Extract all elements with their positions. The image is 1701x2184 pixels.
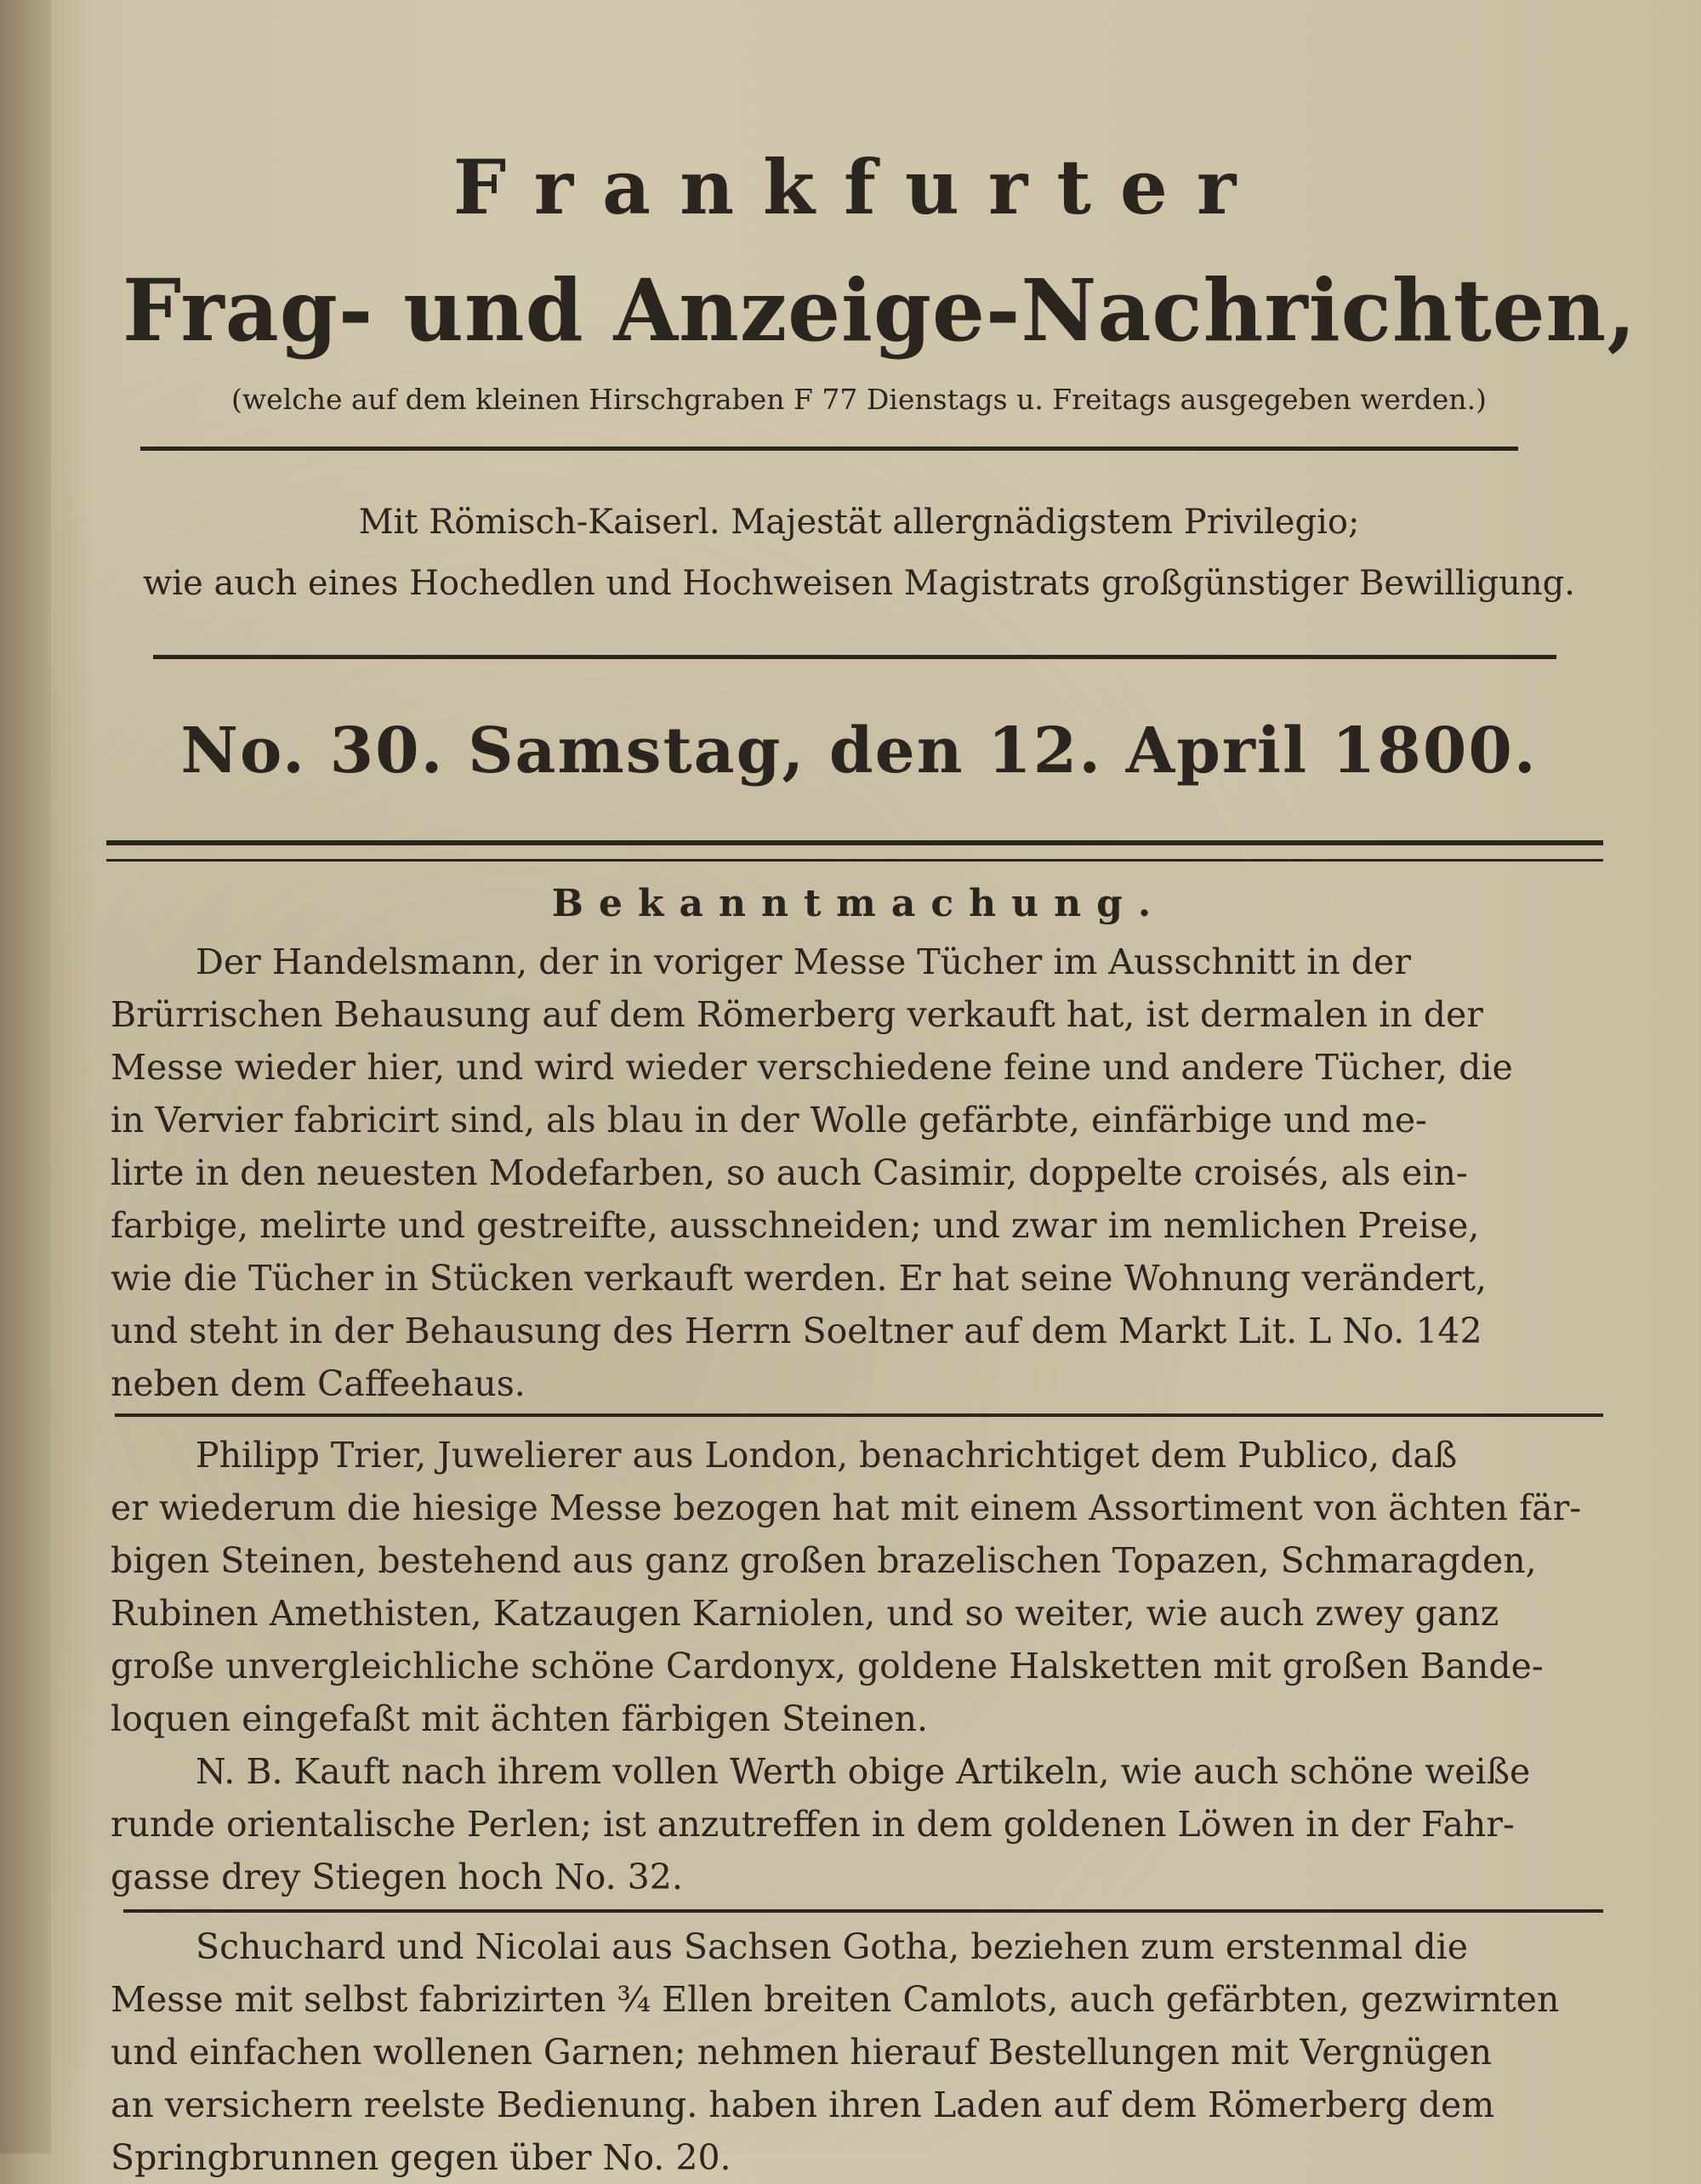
masthead-title-line1: Frankfurter xyxy=(452,143,1266,231)
divider-rule xyxy=(153,655,1556,659)
double-rule-top xyxy=(106,840,1603,845)
text-line-box xyxy=(111,1587,1607,1640)
text-line: wie die Tücher in Stücken verkauft werden. Er hat seine Wohnung verändert, xyxy=(111,1258,1488,1299)
double-rule-bottom xyxy=(106,859,1603,862)
text-line-box xyxy=(111,1745,1607,1798)
text-line-box xyxy=(111,1973,1607,2026)
privilege-line-2-box xyxy=(102,561,1616,606)
privilege-line-1: Mit Römisch-Kaiserl. Majestät allergnädigstem Privilegio; xyxy=(358,503,1360,542)
text-line-box xyxy=(111,1920,1607,1973)
text-line: Messe wieder hier, und wird wieder verschiedene feine und andere Tücher, die xyxy=(111,1047,1513,1088)
divider-rule xyxy=(115,1413,1603,1417)
text-line-box xyxy=(111,1146,1607,1199)
text-line-box xyxy=(111,1305,1607,1357)
text-line-box xyxy=(111,1534,1607,1587)
issue-dateline-box xyxy=(102,713,1616,789)
notice-heading-box xyxy=(102,880,1616,928)
text-line: neben dem Caffeehaus. xyxy=(111,1363,526,1404)
divider-rule xyxy=(123,1909,1603,1913)
text-line-box xyxy=(111,1252,1607,1305)
notice-1 xyxy=(111,936,1607,1410)
text-line: an versichern reelste Bedienung. haben ihren Laden auf dem Römerberg dem xyxy=(111,2084,1495,2125)
text-line-box xyxy=(111,1429,1607,1482)
text-line: Der Handelsmann, der in voriger Messe Tücher im Ausschnitt in der xyxy=(196,941,1411,982)
text-line-box xyxy=(111,1798,1607,1851)
text-line-box xyxy=(111,2026,1607,2079)
text-line-box xyxy=(111,1094,1607,1146)
text-line: Schuchard und Nicolai aus Sachsen Gotha, beziehen zum erstenmal die xyxy=(196,1926,1469,1967)
text-line: bigen Steinen, bestehend aus ganz großen brazelischen Topazen, Schmaragden, xyxy=(111,1540,1537,1581)
notice-2 xyxy=(111,1429,1607,1903)
text-line: er wiederum die hiesige Messe bezogen hat mit einem Assortiment von ächten fär- xyxy=(111,1487,1582,1528)
text-line-box xyxy=(111,1851,1607,1903)
privilege-line-2: wie auch eines Hochedlen und Hochweisen Magistrats großgünstiger Bewilligung. xyxy=(143,564,1575,603)
text-line: loquen eingefaßt mit ächten färbigen Steinen. xyxy=(111,1698,929,1739)
notice-heading: Bekanntmachung. xyxy=(551,882,1167,925)
text-line-box xyxy=(111,2079,1607,2131)
text-line-box xyxy=(111,1357,1607,1410)
text-line: und einfachen wollenen Garnen; nehmen hierauf Bestellungen mit Vergnügen xyxy=(111,2032,1493,2073)
masthead-subtitle: (welche auf dem kleinen Hirschgraben F 77 Dienstags u. Freitags ausgegeben werden.) xyxy=(231,383,1487,416)
text-line: Brürrischen Behausung auf dem Römerberg verkauft hat, ist dermalen in der xyxy=(111,994,1483,1035)
text-line-box xyxy=(111,1482,1607,1534)
issue-dateline: No. 30. Samstag, den 12. April 1800. xyxy=(180,714,1538,788)
text-line: große unvergleichliche schöne Cardonyx, goldene Halsketten mit großen Bande- xyxy=(111,1646,1544,1686)
text-line-box xyxy=(111,1199,1607,1252)
masthead-title-line2: Frag- und Anzeige-Nachrichten, xyxy=(122,260,1637,361)
masthead-title-line2-box xyxy=(102,259,1637,361)
text-line: und steht in der Behausung des Herrn Soeltner auf dem Markt Lit. L No. 142 xyxy=(111,1311,1482,1351)
privilege-line-1-box xyxy=(102,500,1616,544)
text-line: in Vervier fabricirt sind, als blau in der Wolle gefärbte, einfärbige und me- xyxy=(111,1100,1427,1140)
text-line-box xyxy=(111,2131,1607,2184)
text-line: Philipp Trier, Juwelierer aus London, benachrichtiget dem Publico, daß xyxy=(196,1435,1458,1476)
divider-rule xyxy=(140,446,1518,451)
text-line: Springbrunnen gegen über No. 20. xyxy=(111,2137,731,2178)
notice-3 xyxy=(111,1920,1607,2184)
text-line: gasse drey Stiegen hoch No. 32. xyxy=(111,1857,683,1897)
text-line-box xyxy=(111,1692,1607,1745)
text-line: Messe mit selbst fabrizirten ¾ Ellen breiten Camlots, auch gefärbten, gezwirnten xyxy=(111,1979,1560,2020)
text-line-box xyxy=(111,936,1607,988)
text-line-box xyxy=(111,1041,1607,1094)
masthead-title-line1-box xyxy=(102,140,1616,234)
text-line: Rubinen Amethisten, Katzaugen Karniolen, und so weiter, wie auch zwey ganz xyxy=(111,1593,1499,1634)
page-binding-edge xyxy=(0,0,51,2153)
text-line-box xyxy=(111,1640,1607,1692)
text-line: farbige, melirte und gestreifte, ausschneiden; und zwar im nemlichen Preise, xyxy=(111,1205,1480,1246)
text-line: runde orientalische Perlen; ist anzutreffen in dem goldenen Löwen in der Fahr- xyxy=(111,1804,1515,1845)
masthead-subtitle-box xyxy=(102,381,1616,418)
text-line: N. B. Kauft nach ihrem vollen Werth obige Artikeln, wie auch schöne weiße xyxy=(196,1751,1531,1792)
text-line: lirte in den neuesten Modefarben, so auch Casimir, doppelte croisés, als ein- xyxy=(111,1152,1468,1193)
text-line-box xyxy=(111,988,1607,1041)
